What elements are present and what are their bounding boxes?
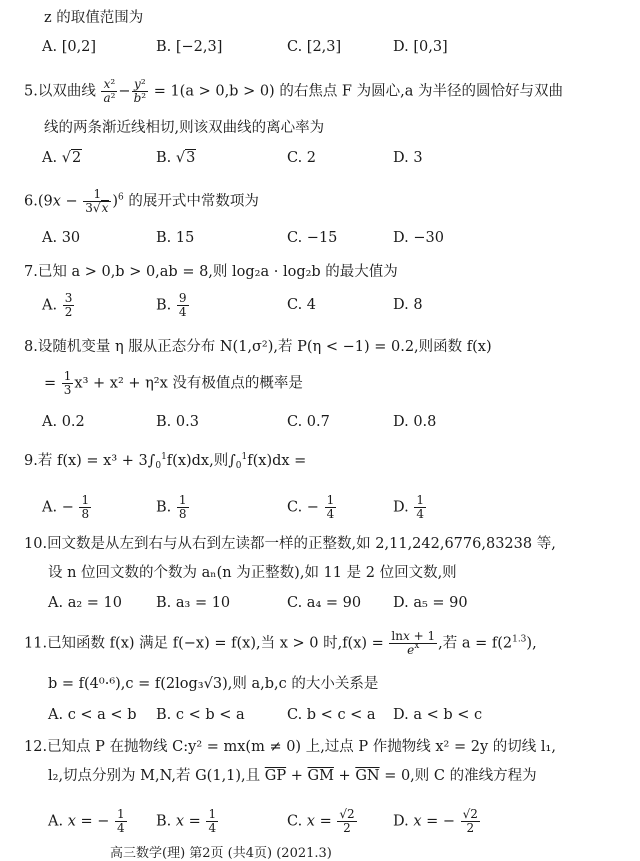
q8-number: 8.	[24, 339, 38, 355]
q9-line: 9.若 $f(x) = x^3 + 3\int_0^1f(x)dx$,则$\int_0^1f(x)dx$ =	[24, 452, 307, 471]
q9-text-b: f(x)dx,则∫	[166, 453, 236, 469]
q5-frac-x: $\frac{\text{x²}}{\text{a²}}$	[103, 77, 116, 105]
q8-text-2: x³ + x² + η²x 没有极值点的概率是	[74, 375, 303, 392]
q5-frac-y: $\frac{\text{y²}}{\text{b²}}$	[133, 77, 147, 105]
q6-option-c: C. −15	[287, 230, 338, 246]
q6-text: 的展开式中常数项为	[128, 193, 259, 210]
q10-text-1: 回文数是从左到右与从右到左读都一样的正整数,如 2,11,242,6776,83238 等,	[47, 536, 556, 552]
q5-option-a: A. √2	[42, 150, 82, 166]
q6-option-a: A. 30	[42, 230, 81, 246]
q11-option-d: D. a < b < c	[393, 707, 483, 723]
q10-option-a: A. a₂ = 10	[48, 595, 122, 611]
q6-options	[0, 225, 640, 251]
q9-text-c: f(x)dx =	[247, 453, 307, 469]
q11-option-c: C. b < c < a	[287, 707, 376, 723]
q8-option-c: C. 0.7	[287, 414, 330, 430]
q8-option-d: D. 0.8	[393, 414, 437, 430]
q11-text-b: ,若 a = f(2	[438, 635, 513, 652]
q12-text-1: 已知点 P 在抛物线 C:y² = mx(m ≠ 0) 上,过点 P 作抛物线 x² = 2y 的切线 l₁,	[47, 739, 556, 755]
q12-line2: l₂,切点分别为 M,N,若 G(1,1),且 $\overline{GP} + \overline{GM} + \overline{GN} = 0$,则 C 的准线方程为	[48, 768, 537, 784]
q10-option-d: D. a₅ = 90	[393, 595, 468, 611]
q6-option-b: B. 15	[156, 230, 195, 246]
q9-option-b: B. $\frac{1}{8}$	[156, 493, 187, 521]
q5-text-a: 以双曲线	[37, 83, 96, 100]
q7-options	[0, 292, 640, 318]
q7-number: 7.	[24, 264, 38, 280]
q8-line2: = $\frac{1}{3}$ x³ + x² + η²x 没有极值点的概率是	[44, 369, 303, 397]
q8-option-b: B. 0.3	[156, 414, 199, 430]
q12-text-2a: l₂,切点分别为 M,N,若 G(1,1),且	[48, 768, 261, 784]
q11-line2: b = f(4⁰·⁶),c = f(2log₃√3),则 a,b,c 的大小关系是	[48, 676, 379, 692]
q12-line1	[24, 737, 556, 757]
q11-text-a: 已知函数 f(x) 满足 f(−x) = f(x),当 x > 0 时,f(x) =	[47, 635, 384, 652]
q10-option-b: B. a₃ = 10	[156, 595, 231, 611]
q7-option-d: D. 8	[393, 297, 423, 313]
q12-options	[0, 808, 640, 834]
q12-option-a: A. x = − $\frac{1}{4}$	[48, 807, 125, 835]
q6-number: 6.	[24, 193, 38, 210]
q9-option-d: D. $\frac{1}{4}$	[393, 493, 424, 521]
q11-line1: 11.已知函数 f(x) 满足 f(−x) = f(x),当 x > 0 时,f(x) = $\frac{\ln x + 1}{e^x}$ ,若 $a = f(2^{1.3})$,	[24, 629, 537, 657]
q4-tail: z 的取值范围为	[44, 10, 144, 26]
q7-option-b: B. $\frac{9}{4}$	[156, 291, 187, 319]
q4-option-c: C. [2,3]	[287, 39, 342, 55]
q7-text: 已知 a > 0,b > 0,ab = 8,则 log₂a · log₂b 的最大值为	[37, 264, 398, 280]
q11-option-a: A. c < a < b	[48, 707, 137, 723]
q11-frac: $\frac{\ln x + 1}{e^x}$	[391, 629, 436, 657]
q8-text-1: 设随机变量 η 服从正态分布 N(1,σ²),若 P(η < −1) = 0.2,则函数 f(x)	[37, 339, 492, 355]
q10-line2: 设 n 位回文数的个数为 aₙ(n 为正整数),如 11 是 2 位回文数,则	[48, 565, 457, 581]
q6-line: 6.(9x − $\frac{1}{3√x}$ )$^6$ 的展开式中常数项为	[24, 187, 259, 215]
page-footer: 高三数学(理) 第2页 (共4页) (2021.3)	[110, 846, 332, 861]
q8-line1	[24, 337, 492, 357]
q7-option-c: C. 4	[287, 297, 317, 313]
q5-line1: 5.以双曲线 $\frac{\text{x²}}{\text{a²}}$ − $\frac{\text{y²}}{\text{b²}}$ = 1(a > 0,b > 0) 的右焦点 F 为圆心,a 为半径的圆恰好与双曲	[24, 77, 563, 105]
q10-option-c: C. a₄ = 90	[287, 595, 362, 611]
q11-options	[0, 702, 640, 728]
q12-option-c: C. x = $\frac{√2}{2}$	[287, 807, 355, 835]
q9-options	[0, 494, 640, 520]
q12-option-d: D. x = − $\frac{√2}{2}$	[393, 807, 478, 835]
q5-option-c: C. 2	[287, 150, 317, 166]
q4-options	[0, 34, 640, 60]
q7-option-a: A. $\frac{3}{2}$	[42, 291, 73, 319]
q11-number: 11.	[24, 635, 48, 652]
q11-option-b: B. c < b < a	[156, 707, 245, 723]
q12-option-b: B. x = $\frac{1}{4}$	[156, 807, 217, 835]
q5-text-b: = 1(a > 0,b > 0) 的右焦点 F 为圆心,a 为半径的圆恰好与双曲	[153, 83, 563, 100]
q10-options	[0, 590, 640, 616]
q12-text-2b: = 0,则 C 的准线方程为	[384, 768, 537, 784]
q11-text-c: ),	[526, 635, 537, 652]
q9-option-a: A. − $\frac{1}{8}$	[42, 493, 90, 521]
q8-option-a: A. 0.2	[42, 414, 85, 430]
q5-option-d: D. 3	[393, 150, 423, 166]
q4-option-b: B. [−2,3]	[156, 39, 223, 55]
q9-text-a: 若 f(x) = x³ + 3∫	[37, 453, 156, 469]
q6-option-d: D. −30	[393, 230, 444, 246]
q10-number: 10.	[24, 536, 48, 552]
q5-number: 5.	[24, 83, 38, 100]
q9-option-c: C. − $\frac{1}{4}$	[287, 493, 335, 521]
q9-number: 9.	[24, 453, 38, 469]
q5-option-b: B. √3	[156, 150, 196, 166]
q8-options	[0, 409, 640, 435]
q4-option-a: A. [0,2]	[42, 39, 97, 55]
q5-line2: 线的两条渐近线相切,则该双曲线的离心率为	[44, 120, 325, 136]
q12-number: 12.	[24, 739, 48, 755]
q4-option-d: D. [0,3]	[393, 39, 448, 55]
q10-line1	[24, 534, 556, 554]
q6-frac: $\frac{1}{3√x}$	[83, 188, 111, 215]
q5-options	[0, 145, 640, 171]
q7-line	[24, 262, 398, 282]
